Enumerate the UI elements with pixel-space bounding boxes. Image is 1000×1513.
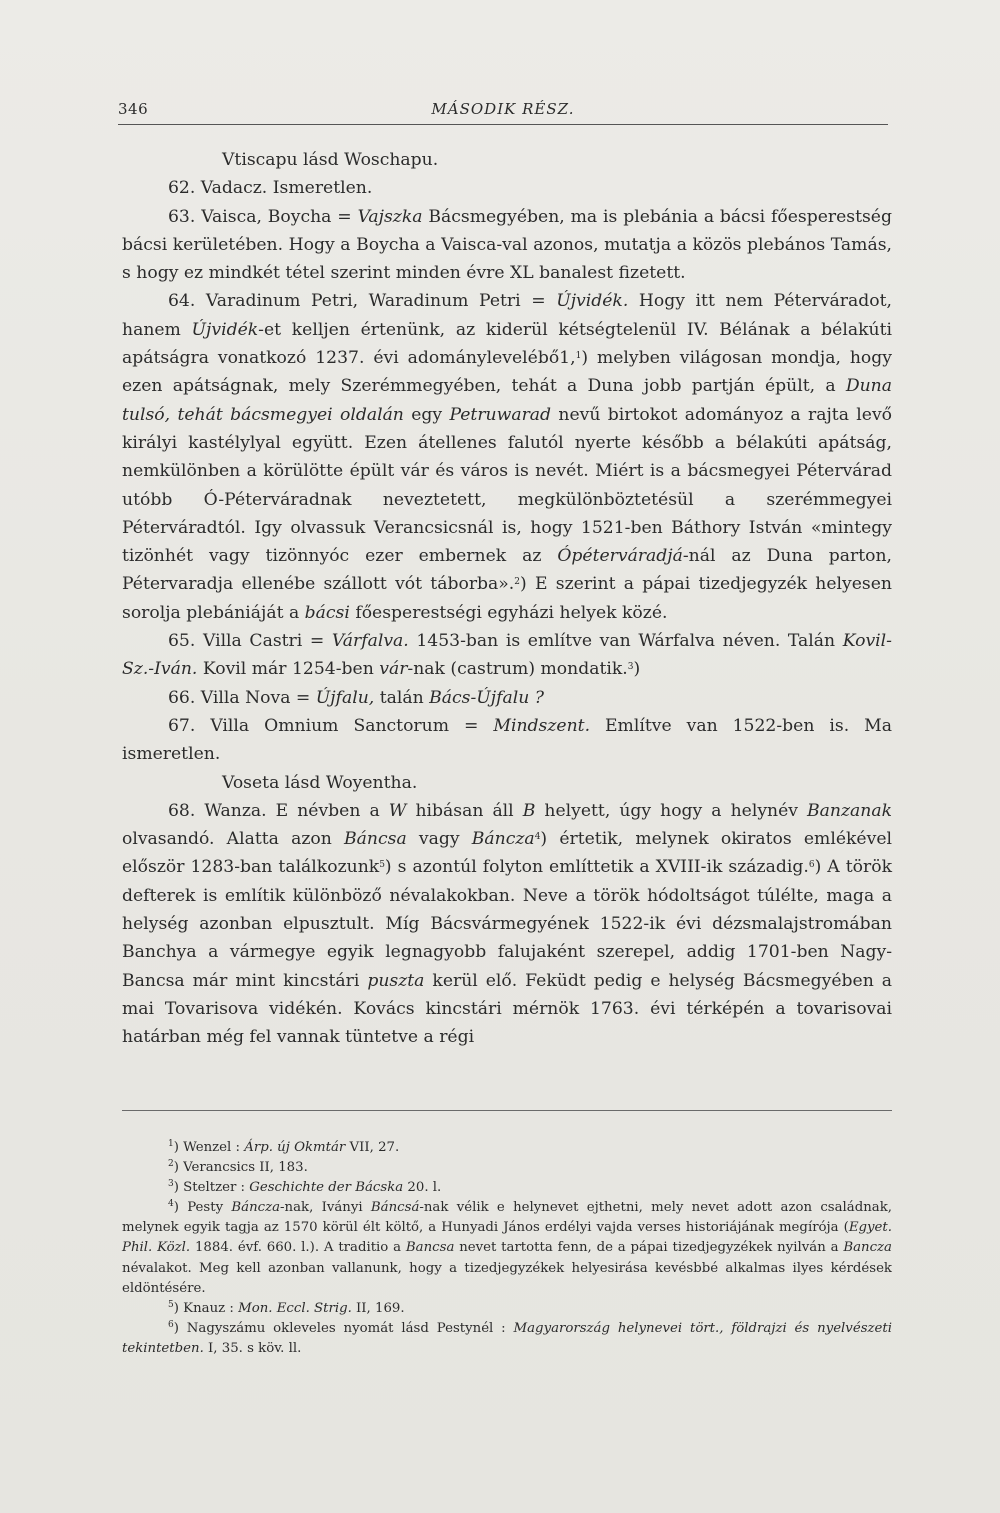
- paragraph-entry-68: 68. Wanza. E névben a W hibásan áll B helyett, úgy hogy a helynév Banzanak olvasandó. Alatta azon Báncsa vagy Báncza$^4$) értetik, melynek okiratos emlékével először 1283-ban találkozunk$^5$) s azontúl folyton említtetik a XVIII-ik századig.$^6$) A török defterek is említik különböző névalakokban. Neve a török hódoltságot túlélte, maga a helység azonban elpusztult. Míg Bácsvármegyének 1522-ik évi dézsmalajstromában Banchya a vármegye egyik legnagyobb falujaként szerepel, addig 1701-ben Nagy-Bancsa már mint kincstári puszta kerül elő. Feküdt pedig e helység Bácsmegyében a mai Tovarisova vidékén. Kovács kincstári mérnök 1763. évi térképén a tovarisovai határban még fel vannak tüntetve a régi: [122, 800, 892, 1048]
- footnote-rule: [122, 1110, 892, 1111]
- running-head: [118, 100, 888, 124]
- paragraph-entry-64: 64. Varadinum Petri, Waradinum Petri = Újvidék. Hogy itt nem Péterváradot, hanem Újvidék-et kelljen értenünk, az kiderül kétségtelenül IV. Bélának a bélakúti apátságra vonatkozó 1237. évi adománylevelébő1,$^1$) melyben világosan mondja, hogy ezen apátságnak, mely Szerémmegyében, tehát a Duna jobb partján épült, a Duna tulsó, tehát bácsmegyei oldalán egy Petruwarad nevű birtokot adományoz a rajta levő királyi kastélylyal együtt. Ezen átellenes falutól nyerte később a bélakúti apátság, nemkülönben a körülötte épült vár és város is nevét. Miért is a bácsmegyei Pétervárad utóbb Ó-Péterváradnak neveztetett, megkülönböztetésül a szerémmegyei Péterváradtól. Igy olvassuk Verancsicsnál is, hogy 1521-ben Báthory István «mintegy tizönhét vagy tizönnyóc ezer embernek az Ópéterváradjá-nál az Duna parton, Pétervaradja ellenébe szállott vót táborba».$^2$) E szerint a pápai tizedjegyzék helyesen sorolja plebániáját a bácsi főesperestségi egyházi helyek közé.: [122, 291, 893, 623]
- header-rule: [118, 124, 888, 125]
- running-title: MÁSODIK RÉSZ.: [431, 100, 575, 118]
- footnote-ref-2: 2: [514, 577, 520, 588]
- paragraph-vtiscapu: Vtiscapu lásd Woschapu.: [222, 150, 439, 170]
- footnote-ref-4: 4: [534, 832, 541, 843]
- footnote-ref-3: 3: [627, 662, 634, 673]
- paragraph-voseta: Voseta lásd Woyentha.: [222, 772, 418, 793]
- footnote-ref-1: 1: [575, 351, 582, 362]
- footnote-6: $^6$) Nagyszámu okleveles nyomát lásd Pestynél : Magyarország helynevei tört., földrajzi és nyelvészeti tekintetben. I, 35. s köv. ll.: [122, 1319, 892, 1356]
- footnote-1: $^1$) Wenzel : Árp. új Okmtár VII, 27.: [168, 1139, 400, 1155]
- paragraph-entry-67: 67. Villa Omnium Sanctorum = Mindszent. Említve van 1522-ben is. Ma ismeretlen.: [122, 715, 893, 765]
- footnote-3: $^3$) Steltzer : Geschichte der Bácska 20. l.: [168, 1179, 442, 1196]
- footnotes: [122, 1138, 892, 1359]
- main-text: [122, 146, 892, 1052]
- paragraph-entry-63: 63. Vaisca, Boycha = Vajszka Bácsmegyében, ma is plebánia a bácsi főesperestség bácsi kerületében. Hogy a Boycha a Vaisca-val azonos, mutatja a közös plebános Tamás, s hogy ez mindkét tétel szerint minden évre XL banalest fizetett.: [122, 206, 892, 284]
- page-number: 346: [118, 100, 149, 118]
- footnote-ref-6: 6: [808, 860, 815, 871]
- footnote-5: $^5$) Knauz : Mon. Eccl. Strig. II, 169.: [168, 1299, 405, 1316]
- paragraph-entry-62: 62. Vadacz. Ismeretlen.: [168, 178, 373, 199]
- paragraph-entry-66: 66. Villa Nova = Újfalu, talán Bács-Újfalu ?: [168, 687, 544, 708]
- footnote-4: $^4$) Pesty Báncza-nak, Iványi Báncsá-nak vélik e helynevet ejthetni, mely nevet adott azon családnak, melynek egyik tagja az 1570 körül élt költő, a Hunyadi János erdélyi vajda verses historiájának megírója (Egyet. Phil. Közl. 1884. évf. 660. l.). A traditio a Bancsa nevet tartotta fenn, de a pápai tizedjegyzékek nyilván a Bancza névalakot. Meg kell azonban vallanunk, hogy a tizedjegyzékek helyesirása kevésbbé alkalmas ilyes kérdések eldöntésére.: [122, 1199, 892, 1296]
- footnote-2: $^2$) Verancsics II, 183.: [168, 1159, 308, 1176]
- footnote-ref-5: 5: [379, 860, 385, 871]
- paragraph-entry-65: 65. Villa Castri = Várfalva. 1453-ban is említve van Wárfalva néven. Talán Kovil-Sz.-Iván. Kovil már 1254-ben vár-nak (castrum) mondatik.$^3$): [122, 631, 892, 680]
